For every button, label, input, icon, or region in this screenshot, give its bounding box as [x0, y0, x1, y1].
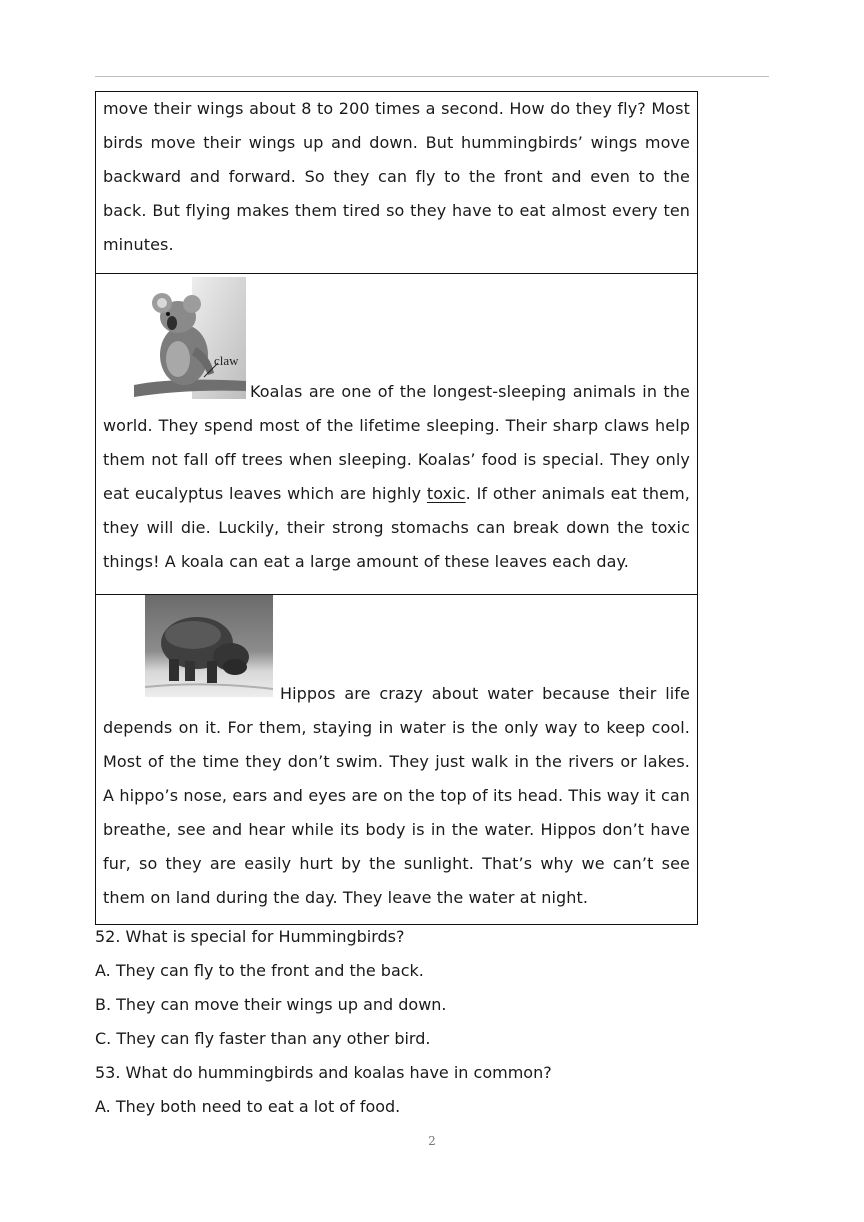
question-53: 53. What do hummingbirds and koalas have in common? — [95, 1063, 552, 1082]
koala-text-before: world. They spend most of the lifetime sleeping. Their sharp claws help them not fall off trees when sleeping. Koalas’ food is special. They only eat eucalyptus leaves which are highly — [103, 416, 690, 503]
hummingbird-paragraph: move their wings about 8 to 200 times a second. How do they fly? Most birds move their wings up and down. But hummingbirds’ wings move backward and forward. So they can fly to the front and even to the back. But flying makes them tired so they have to eat almost every ten minutes. — [103, 99, 690, 254]
hippo-first-line: Hippos are crazy about water because their life — [280, 684, 690, 703]
koala-first-line: Koalas are one of the longest-sleeping animals in the — [250, 382, 690, 401]
koala-underlined-word: toxic — [426, 484, 466, 503]
question-52-option-a: A. They can fly to the front and the back. — [95, 961, 424, 980]
hippo-photo — [145, 595, 273, 697]
koala-photo — [134, 277, 246, 399]
hippo-cell — [96, 595, 697, 924]
koala-cell — [96, 277, 697, 595]
page-number: 2 — [428, 1134, 436, 1148]
header-rule — [95, 76, 769, 77]
koala-paragraph — [103, 409, 690, 579]
question-53-option-a: A. They both need to eat a lot of food. — [95, 1097, 401, 1116]
hummingbird-cell — [96, 92, 697, 274]
question-52-option-c: C. They can fly faster than any other bird. — [95, 1029, 431, 1048]
question-52-option-b: B. They can move their wings up and down. — [95, 995, 447, 1014]
hippo-paragraph: depends on it. For them, staying in water is the only way to keep cool. Most of the time they don’t swim. They just walk in the rivers or lakes. A hippo’s nose, ears and eyes are on the top of its head. This way it can breathe, see and hear while its body is in the water. Hippos don’t have fur, so they are easily hurt by the sunlight. That’s why we can’t see them on land during the day. They leave the water at night. — [103, 718, 690, 907]
koala-claw-label: claw — [214, 353, 239, 368]
passage-table — [95, 91, 698, 925]
question-52: 52. What is special for Hummingbirds? — [95, 927, 405, 946]
koala-text-after: . If other animals eat them, they will die. Luckily, their strong stomachs can break down the toxic things! A koala can eat a large amount of these leaves each day. — [103, 484, 690, 571]
questions-section — [95, 920, 769, 1124]
